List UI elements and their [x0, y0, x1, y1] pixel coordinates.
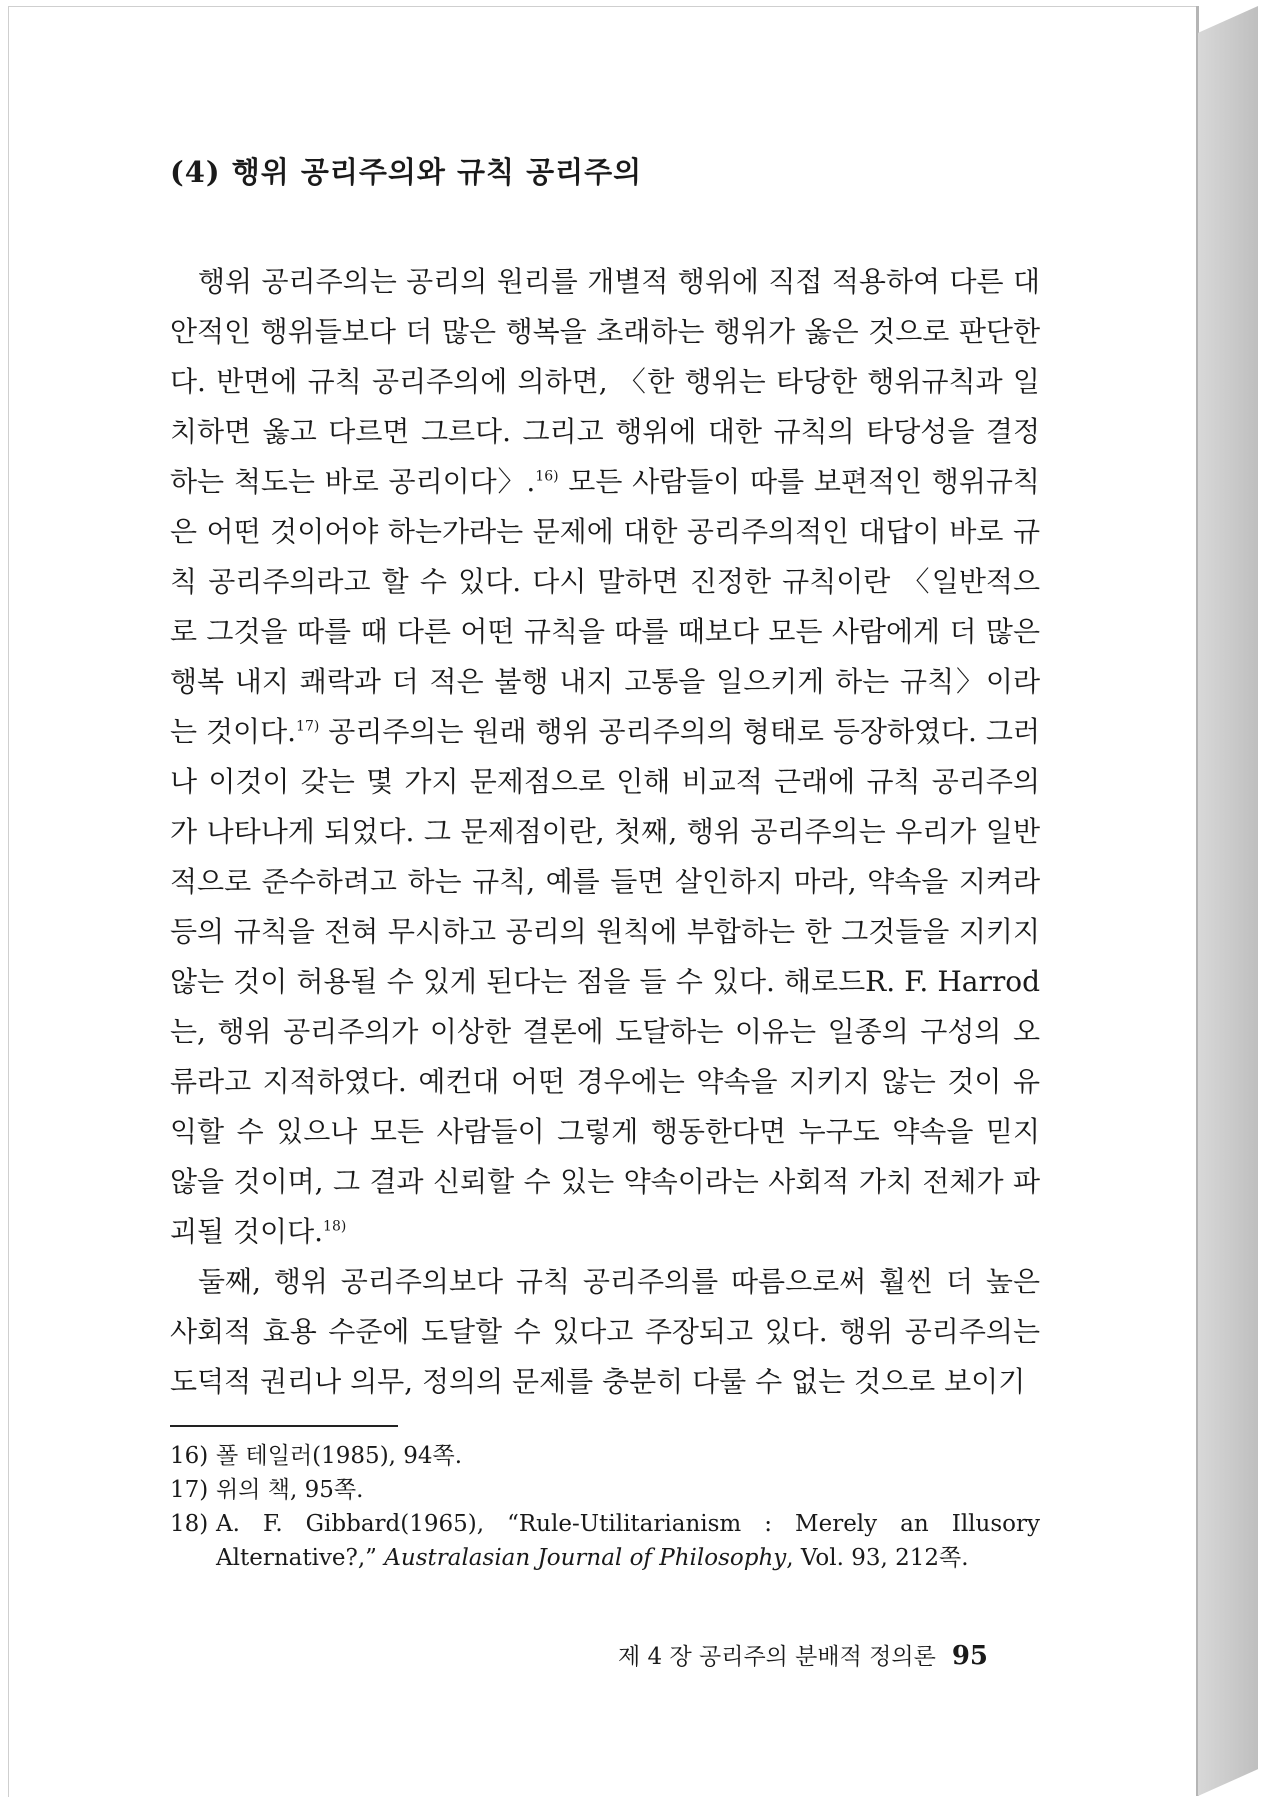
- paragraph-text: 행위 공리주의는 공리의 원리를 개별적 행위에 직접 적용하여 다른 대안적인 행위들보다 더 많은 행복을 초래하는 행위가 옳은 것으로 판단한다. 반면에 규칙 공리주의에 의하면, 〈한 행위는 타당한 행위규칙과 일치하면 옳고 다르면 그르다. 그리고 행위에 대한 규칙의 타당성을 결정하는 척도는 바로 공리이다〉.: [170, 265, 1040, 498]
- footnote-ref-17: 17): [296, 718, 320, 735]
- footnote-17: [170, 1473, 1040, 1507]
- footnote-16: [170, 1439, 1040, 1473]
- paragraph-text: 공리주의는 원래 행위 공리주의의 형태로 등장하였다. 그러나 이것이 갖는 몇 가지 문제점으로 인해 비교적 근래에 규칙 공리주의가 나타나게 되었다. 그 문제점이란, 첫째, 행위 공리주의는 우리가 일반적으로 준수하려고 하는 규칙, 예를 들면 살인하지 마라, 약속을 지켜라 등의 규칙을 전혀 무시하고 공리의 원칙에 부합하는 한 그것들을 지키지 않는 것이 허용될 수 있게 된다는 점을 들 수 있다. 해로드R. F. Harrod는, 행위 공리주의가 이상한 결론에 도달하는 이유는 일종의 구성의 오류라고 지적하였다. 예컨대 어떤 경우에는 약속을 지키지 않는 것이 유익할 수 있으나 모든 사람들이 그렇게 행동한다면 누구도 약속을 믿지 않을 것이며, 그 결과 신뢰할 수 있는 약속이라는 사회적 가치 전체가 파괴될 것이다.: [170, 715, 1041, 1248]
- section-heading: (4) 행위 공리주의와 규칙 공리주의: [170, 155, 643, 189]
- page-stack-edge: [1198, 6, 1258, 1796]
- footnote-citation-tail: , Vol. 93, 212쪽.: [786, 1545, 969, 1571]
- journal-title: Australasian Journal of Philosophy: [384, 1545, 787, 1571]
- paragraph-text: 모든 사람들이 따를 보편적인 행위규칙은 어떤 것이어야 하는가라는 문제에 대한 공리주의적인 대답이 바로 규칙 공리주의라고 할 수 있다. 다시 말하면 진정한 규칙이란 〈일반적으로 그것을 따를 때 다른 어떤 규칙을 따를 때보다 모든 사람에게 더 많은 행복 내지 쾌락과 더 적은 불행 내지 고통을 일으키게 하는 규칙〉이라는 것이다.: [170, 465, 1040, 748]
- footnote-ref-16: 16): [535, 468, 559, 485]
- footnote-ref-18: 18): [323, 1218, 347, 1235]
- chapter-title: 제 4 장 공리주의 분배적 정의론: [618, 1644, 936, 1670]
- paragraph-1: [170, 257, 1040, 1257]
- footnote-citation: A. F. Gibbard(1965), “Rule-Utilitarianism : Merely an Illusory Alternative?,”: [216, 1511, 1040, 1571]
- footnote-text: 위의 책, 95쪽.: [216, 1477, 364, 1503]
- footnote-number: 17): [170, 1477, 209, 1503]
- footnote-18: [170, 1507, 1040, 1575]
- page-number: 95: [951, 1641, 988, 1671]
- footnote-number: 16): [170, 1443, 209, 1469]
- paragraph-2: 둘째, 행위 공리주의보다 규칙 공리주의를 따름으로써 훨씬 더 높은 사회적 효용 수준에 도달할 수 있다고 주장되고 있다. 행위 공리주의는 도덕적 권리나 의무, 정의의 문제를 충분히 다룰 수 없는 것으로 보이기: [170, 1265, 1040, 1398]
- running-footer: [618, 1638, 988, 1671]
- footnote-divider: [170, 1425, 398, 1427]
- footnote-number: 18): [170, 1511, 209, 1537]
- page-content: [170, 150, 1040, 1575]
- footnote-text: 폴 테일러(1985), 94쪽.: [216, 1443, 463, 1469]
- footnote-text: [216, 1507, 1040, 1575]
